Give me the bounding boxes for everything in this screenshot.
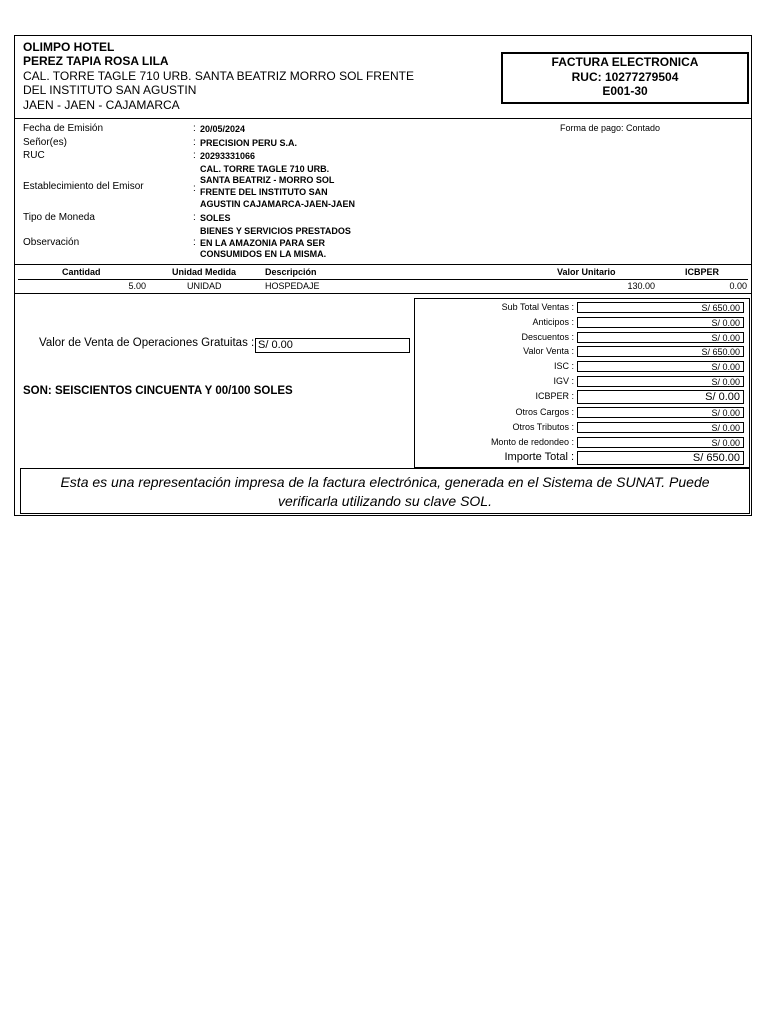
gratuitas-label: Valor de Venta de Operaciones Gratuitas : [39, 337, 255, 349]
table-top-line [14, 264, 752, 265]
sunat-notice [20, 468, 750, 514]
moneda-label: Tipo de Moneda [23, 212, 95, 223]
forma-pago: Forma de pago: Contado [560, 123, 661, 133]
moneda-value: SOLES [200, 213, 231, 223]
total-label-otros-cargos: Otros Cargos : [515, 407, 574, 417]
row-unidad: UNIDAD [187, 281, 222, 291]
col-unidad: Unidad Medida [172, 267, 237, 277]
col-icbper: ICBPER [685, 267, 720, 277]
sunat-notice-line2: verificarla utilizando su clave SOL. [278, 493, 492, 509]
establecimiento-label: Establecimiento del Emisor [23, 181, 144, 192]
observacion-label: Observación [23, 237, 80, 248]
total-value-icbper: S/ 0.00 [577, 390, 744, 404]
issuer-address-line3: JAEN - JAEN - CAJAMARCA [23, 98, 180, 112]
total-value-subtotal: S/ 650.00 [577, 302, 744, 313]
senor-value: PRECISION PERU S.A. [200, 138, 298, 148]
establecimiento-line1: CAL. TORRE TAGLE 710 URB. [200, 164, 330, 174]
total-label-igv: IGV : [553, 376, 574, 386]
ruc-value: 20293331066 [200, 151, 256, 161]
total-label-anticipos: Anticipos : [532, 317, 574, 327]
establecimiento-line2: SANTA BEATRIZ - MORRO SOL [200, 175, 335, 185]
observacion-colon: : [193, 237, 196, 248]
total-value-valor-venta: S/ 650.00 [577, 346, 744, 357]
row-cantidad: 5.00 [128, 281, 146, 291]
header-divider [14, 118, 752, 119]
fecha-value: 20/05/2024 [200, 124, 246, 134]
row-valor-unitario: 130.00 [627, 281, 655, 291]
total-value-anticipos: S/ 0.00 [577, 317, 744, 328]
issuer-address-line1: CAL. TORRE TAGLE 710 URB. SANTA BEATRIZ MORRO SOL FRENTE [23, 69, 414, 83]
col-descripcion: Descripción [265, 267, 317, 277]
fecha-label: Fecha de Emisión [23, 123, 104, 134]
total-label-otros-tributos: Otros Tributos : [512, 422, 574, 432]
document-type: FACTURA ELECTRONICA [551, 55, 699, 69]
gratuitas-value: S/ 0.00 [255, 338, 410, 353]
total-label-subtotal: Sub Total Ventas : [501, 302, 574, 312]
total-label-icbper: ICBPER : [535, 391, 574, 401]
observacion-line1: BIENES Y SERVICIOS PRESTADOS [200, 226, 351, 236]
total-value-isc: S/ 0.00 [577, 361, 744, 372]
issuer-address-line2: DEL INSTITUTO SAN AGUSTIN [23, 83, 197, 97]
total-label-isc: ISC : [553, 361, 574, 371]
table-header-line [18, 279, 748, 280]
total-label-valor-venta: Valor Venta : [523, 346, 574, 356]
row-descripcion: HOSPEDAJE [265, 281, 320, 291]
row-icbper: 0.00 [729, 281, 747, 291]
sunat-notice-line1: Esta es una representación impresa de la factura electrónica, generada en el Sistema de SUNAT. Puede [60, 474, 710, 490]
document-ruc: RUC: 10277279504 [571, 69, 679, 84]
total-value-descuentos: S/ 0.00 [577, 332, 744, 343]
senor-label: Señor(es) [23, 137, 67, 148]
total-value-otros-cargos: S/ 0.00 [577, 407, 744, 418]
establecimiento-colon: : [193, 183, 196, 194]
issuer-name: OLIMPO HOTEL [23, 40, 115, 54]
total-value-redondeo: S/ 0.00 [577, 437, 744, 448]
observacion-line2: EN LA AMAZONIA PARA SER [200, 238, 325, 248]
col-cantidad: Cantidad [62, 267, 101, 277]
total-value-importe: S/ 650.00 [577, 451, 744, 465]
total-value-igv: S/ 0.00 [577, 376, 744, 387]
issuer-owner: PEREZ TAPIA ROSA LILA [23, 54, 169, 68]
moneda-colon: : [193, 212, 196, 223]
observacion-line3: CONSUMIDOS EN LA MISMA. [200, 249, 327, 259]
son-amount-words: SON: SEISCIENTOS CINCUENTA Y 00/100 SOLES [23, 385, 293, 397]
establecimiento-line4: AGUSTIN CAJAMARCA-JAEN-JAEN [200, 199, 356, 209]
fecha-colon: : [193, 123, 196, 134]
ruc-colon: : [193, 150, 196, 161]
document-number: E001-30 [602, 84, 648, 98]
col-valor-unitario: Valor Unitario [557, 267, 616, 277]
ruc-label: RUC [23, 150, 45, 161]
senor-colon: : [193, 137, 196, 148]
total-label-descuentos: Descuentos : [521, 332, 574, 342]
total-label-redondeo: Monto de redondeo : [490, 437, 574, 447]
establecimiento-line3: FRENTE DEL INSTITUTO SAN [200, 187, 328, 197]
document-box [501, 52, 749, 104]
total-label-importe: Importe Total : [504, 451, 574, 463]
total-value-otros-tributos: S/ 0.00 [577, 422, 744, 433]
table-bottom-line [14, 293, 752, 294]
